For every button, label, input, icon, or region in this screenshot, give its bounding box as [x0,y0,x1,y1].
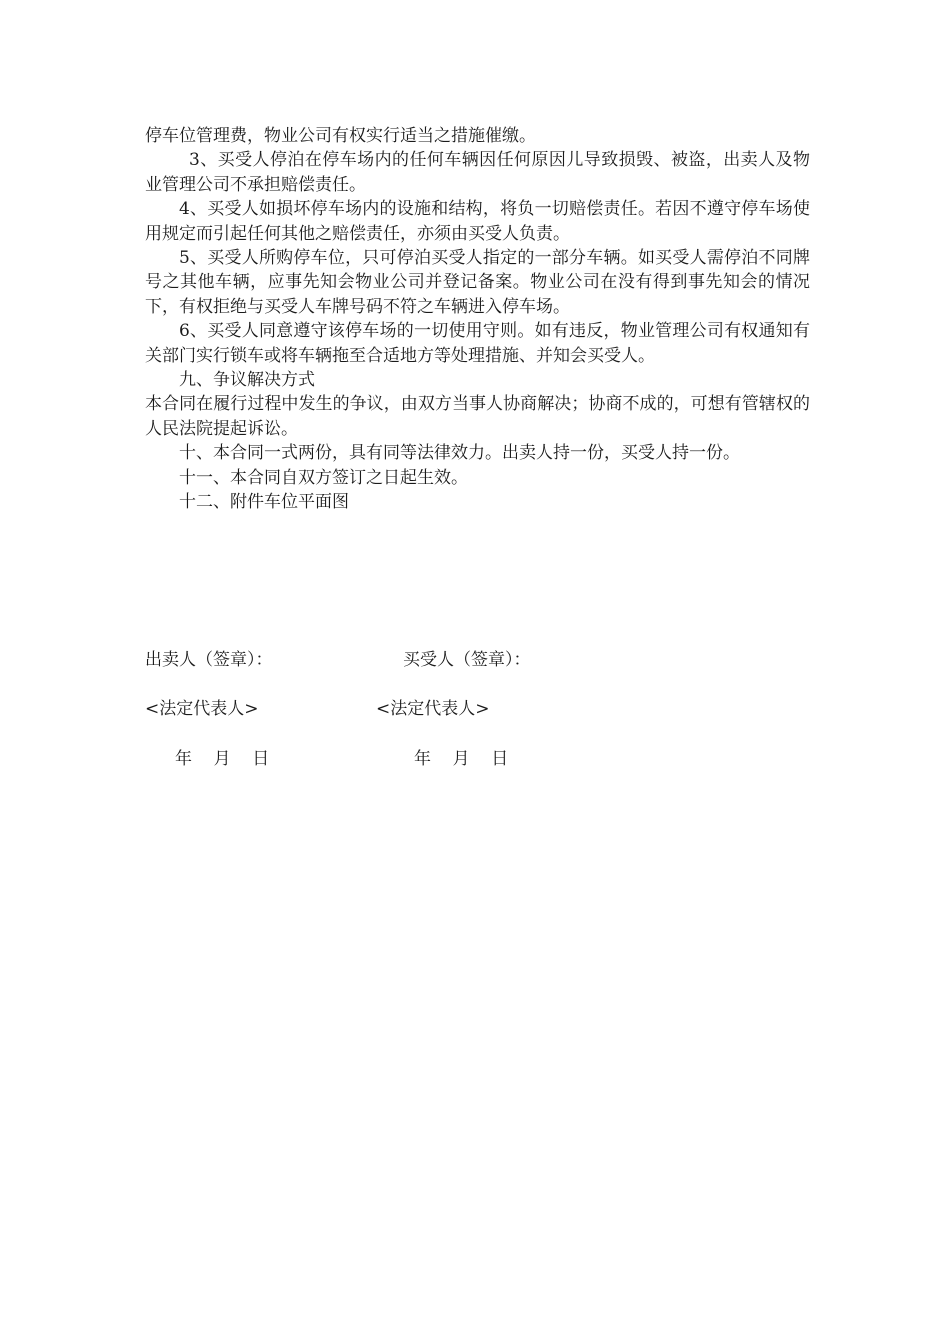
seller-date: 年 月 日 [175,749,270,769]
buyer-date: 年 月 日 [414,749,509,769]
clause-5: 5、买受人所购停车位，只可停泊买受人指定的一部分车辆。如买受人需停泊不同牌号之其他车辆，应事先知会物业公司并登记备案。物业公司在没有得到事先知会的情况下，有权拒绝与买受人车牌号码不符之车辆进入停车场。 [145,248,810,317]
section-9-heading: 九、争议解决方式 [179,370,315,391]
section-12: 十二、附件车位平面图 [179,492,349,513]
buyer-signature-label: 买受人（签章）： [403,650,531,670]
section-9-text: 本合同在履行过程中发生的争议，由双方当事人协商解决；协商不成的，可想有管辖权的人民法院提起诉讼。 [145,394,810,439]
clause-4: 4、买受人如损坏停车场内的设施和结构，将负一切赔偿责任。若因不遵守停车场使用规定而引起任何其他之赔偿责任，亦须由买受人负责。 [145,199,810,244]
seller-signature-label: 出卖人（签章）： [145,650,273,670]
section-11: 十一、本合同自双方签订之日起生效。 [179,467,468,488]
section-10: 十、本合同一式两份，具有同等法律效力。出卖人持一份，买受人持一份。 [179,443,740,464]
clause-6: 6、买受人同意遵守该停车场的一切使用守则。如有违反，物业管理公司有权通知有关部门实行锁车或将车辆拖至合适地方等处理措施、并知会买受人。 [145,321,810,366]
seller-legal-representative: <法定代表人> [145,699,259,719]
contract-body [145,124,810,515]
buyer-legal-representative: <法定代表人> [376,699,490,719]
paragraph-fee-continuation: 停车位管理费，物业公司有权实行适当之措施催缴。 [145,126,536,146]
clause-3: 3、买受人停泊在停车场内的任何车辆因任何原因儿导致损毁、被盗，出卖人及物业管理公司不承担赔偿责任。 [145,150,810,195]
